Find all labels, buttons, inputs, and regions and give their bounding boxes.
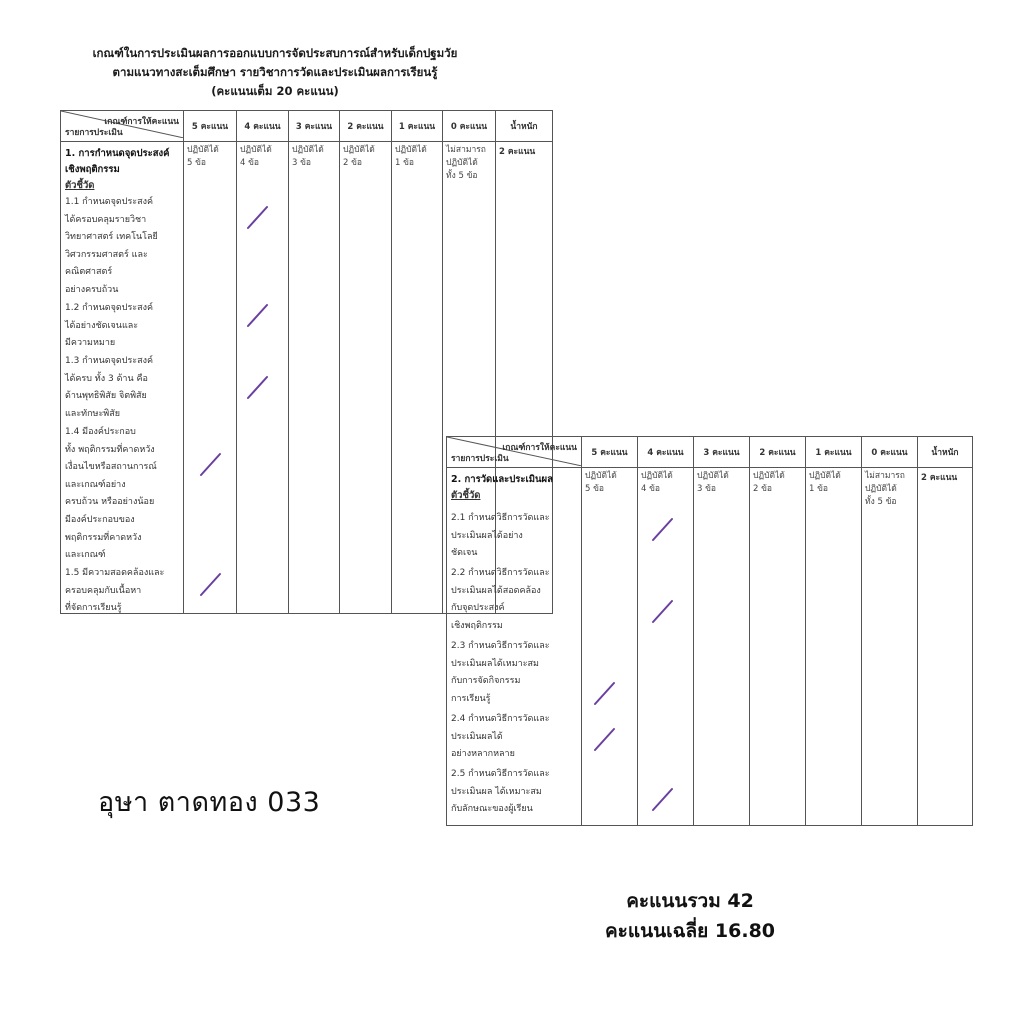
- item-2-3: 2.3 กำหนดวิธีการวัดและ ประเมินผลได้เหมาะสม กับการจัดกิจกรรม การเรียนรู้: [451, 641, 550, 704]
- section-1-items-cell: [61, 142, 184, 614]
- table-2-body-row: [447, 468, 973, 826]
- level-header-1: 1 คะแนน: [392, 111, 443, 142]
- weight-header: น้ำหนัก: [918, 437, 973, 468]
- level-header-3: 3 คะแนน: [694, 437, 750, 468]
- section-1-weight: 2 คะแนน: [496, 142, 553, 614]
- level-header-4: 4 คะแนน: [237, 111, 289, 142]
- level-header-4: 4 คะแนน: [638, 437, 694, 468]
- level-header-2: 2 คะแนน: [750, 437, 806, 468]
- criteria-label: เกณฑ์การให้คะแนน: [104, 117, 179, 127]
- section-2-indicator-label: ตัวชี้วัด: [451, 490, 481, 501]
- table-1-header-row: [61, 111, 553, 142]
- table-2-header-row: [447, 437, 973, 468]
- section-1-title: 1. การกำหนดจุดประสงค์ เชิงพฤติกรรม: [65, 148, 170, 175]
- section-1-indicator-label: ตัวชี้วัด: [65, 180, 95, 191]
- level-header-5: 5 คะแนน: [582, 437, 638, 468]
- item-1-3: 1.3 กำหนดจุดประสงค์ ได้ครบ ทั้ง 3 ด้าน คือ ด้านพุทธิพิสัย จิตพิสัย และทักษะพิสัย: [65, 356, 154, 419]
- level-5-desc: ปฏิบัติได้ 5 ข้อ: [582, 468, 638, 826]
- level-3-desc: ปฏิบัติได้ 3 ข้อ: [694, 468, 750, 826]
- title-line-3: (คะแนนเต็ม 20 คะแนน): [211, 84, 339, 98]
- level-header-2: 2 คะแนน: [340, 111, 392, 142]
- weight-header: น้ำหนัก: [496, 111, 553, 142]
- item-1-5: 1.5 มีความสอดคล้องและ ครอบคลุมกับเนื้อหา ที่จัดการเรียนรู้: [65, 568, 165, 614]
- score-summary: [560, 886, 820, 946]
- level-1-desc: ปฏิบัติได้ 1 ข้อ: [806, 468, 862, 826]
- item-1-4: 1.4 มีองค์ประกอบ ทั้ง พฤติกรรมที่คาดหวัง เงื่อนไขหรือสถานการณ์ และเกณฑ์อย่าง ครบถ้วน หรืออย่างน้อย มีองค์ประกอบของ พฤติกรรมที่คาดหวัง และเกณฑ์: [65, 427, 157, 561]
- item-2-5: 2.5 กำหนดวิธีการวัดและ ประเมินผล ได้เหมาะสม กับลักษณะของผู้เรียน: [451, 769, 550, 815]
- item-2-1: 2.1 กำหนดวิธีการวัดและ ประเมินผลได้อย่าง ชัดเจน: [451, 513, 550, 559]
- item-2-4: 2.4 กำหนดวิธีการวัดและ ประเมินผลได้ อย่างหลากหลาย: [451, 714, 550, 760]
- level-header-1: 1 คะแนน: [806, 437, 862, 468]
- title-line-1: เกณฑ์ในการประเมินผลการออกแบบการจัดประสบการณ์สำหรับเด็กปฐมวัย: [92, 46, 458, 60]
- item-2-2: 2.2 กำหนดวิธีการวัดและ ประเมินผลได้สอดคล้อง กับจุดประสงค์ เชิงพฤติกรรม: [451, 568, 550, 631]
- criteria-label: เกณฑ์การให้คะแนน: [502, 443, 577, 453]
- level-4-desc: ปฏิบัติได้ 4 ข้อ: [638, 468, 694, 826]
- level-4-desc: ปฏิบัติได้ 4 ข้อ: [237, 142, 289, 614]
- level-header-0: 0 คะแนน: [862, 437, 918, 468]
- section-2-weight: 2 คะแนน: [918, 468, 973, 826]
- section-2-title: 2. การวัดและประเมินผล: [451, 474, 553, 485]
- level-2-desc: ปฏิบัติได้ 2 ข้อ: [340, 142, 392, 614]
- level-header-5: 5 คะแนน: [184, 111, 237, 142]
- level-0-desc: ไม่สามารถ ปฏิบัติได้ ทั้ง 5 ข้อ: [862, 468, 918, 826]
- student-name: อุษา ตาดทอง 033: [98, 787, 321, 818]
- average-score: คะแนนเฉลี่ย 16.80: [604, 920, 776, 942]
- item-1-1: 1.1 กำหนดจุดประสงค์ ได้ครอบคลุมรายวิชา วิทยาศาสตร์ เทคโนโลยี วิศวกรรมศาสตร์ และ คณิตศาสตร์ อย่างครบถ้วน: [65, 197, 158, 295]
- rubric-table-2: [446, 436, 973, 826]
- diagonal-header-cell: [447, 437, 582, 468]
- level-1-desc: ปฏิบัติได้ 1 ข้อ: [392, 142, 443, 614]
- level-header-3: 3 คะแนน: [289, 111, 340, 142]
- total-score: คะแนนรวม 42: [626, 890, 754, 912]
- items-label: รายการประเมิน: [451, 454, 509, 464]
- level-2-desc: ปฏิบัติได้ 2 ข้อ: [750, 468, 806, 826]
- title-line-2: ตามแนวทางสะเต็มศึกษา รายวิชาการวัดและประเมินผลการเรียนรู้: [112, 65, 438, 79]
- level-3-desc: ปฏิบัติได้ 3 ข้อ: [289, 142, 340, 614]
- items-label: รายการประเมิน: [65, 128, 123, 138]
- level-header-0: 0 คะแนน: [443, 111, 496, 142]
- diagonal-header-cell: [61, 111, 184, 142]
- level-5-desc: ปฏิบัติได้ 5 ข้อ: [184, 142, 237, 614]
- section-2-items-cell: [447, 468, 582, 826]
- item-1-2: 1.2 กำหนดจุดประสงค์ ได้อย่างชัดเจนและ มีความหมาย: [65, 303, 154, 349]
- level-0-desc: ไม่สามารถ ปฏิบัติได้ ทั้ง 5 ข้อ: [443, 142, 496, 614]
- rubric-title: [60, 44, 490, 101]
